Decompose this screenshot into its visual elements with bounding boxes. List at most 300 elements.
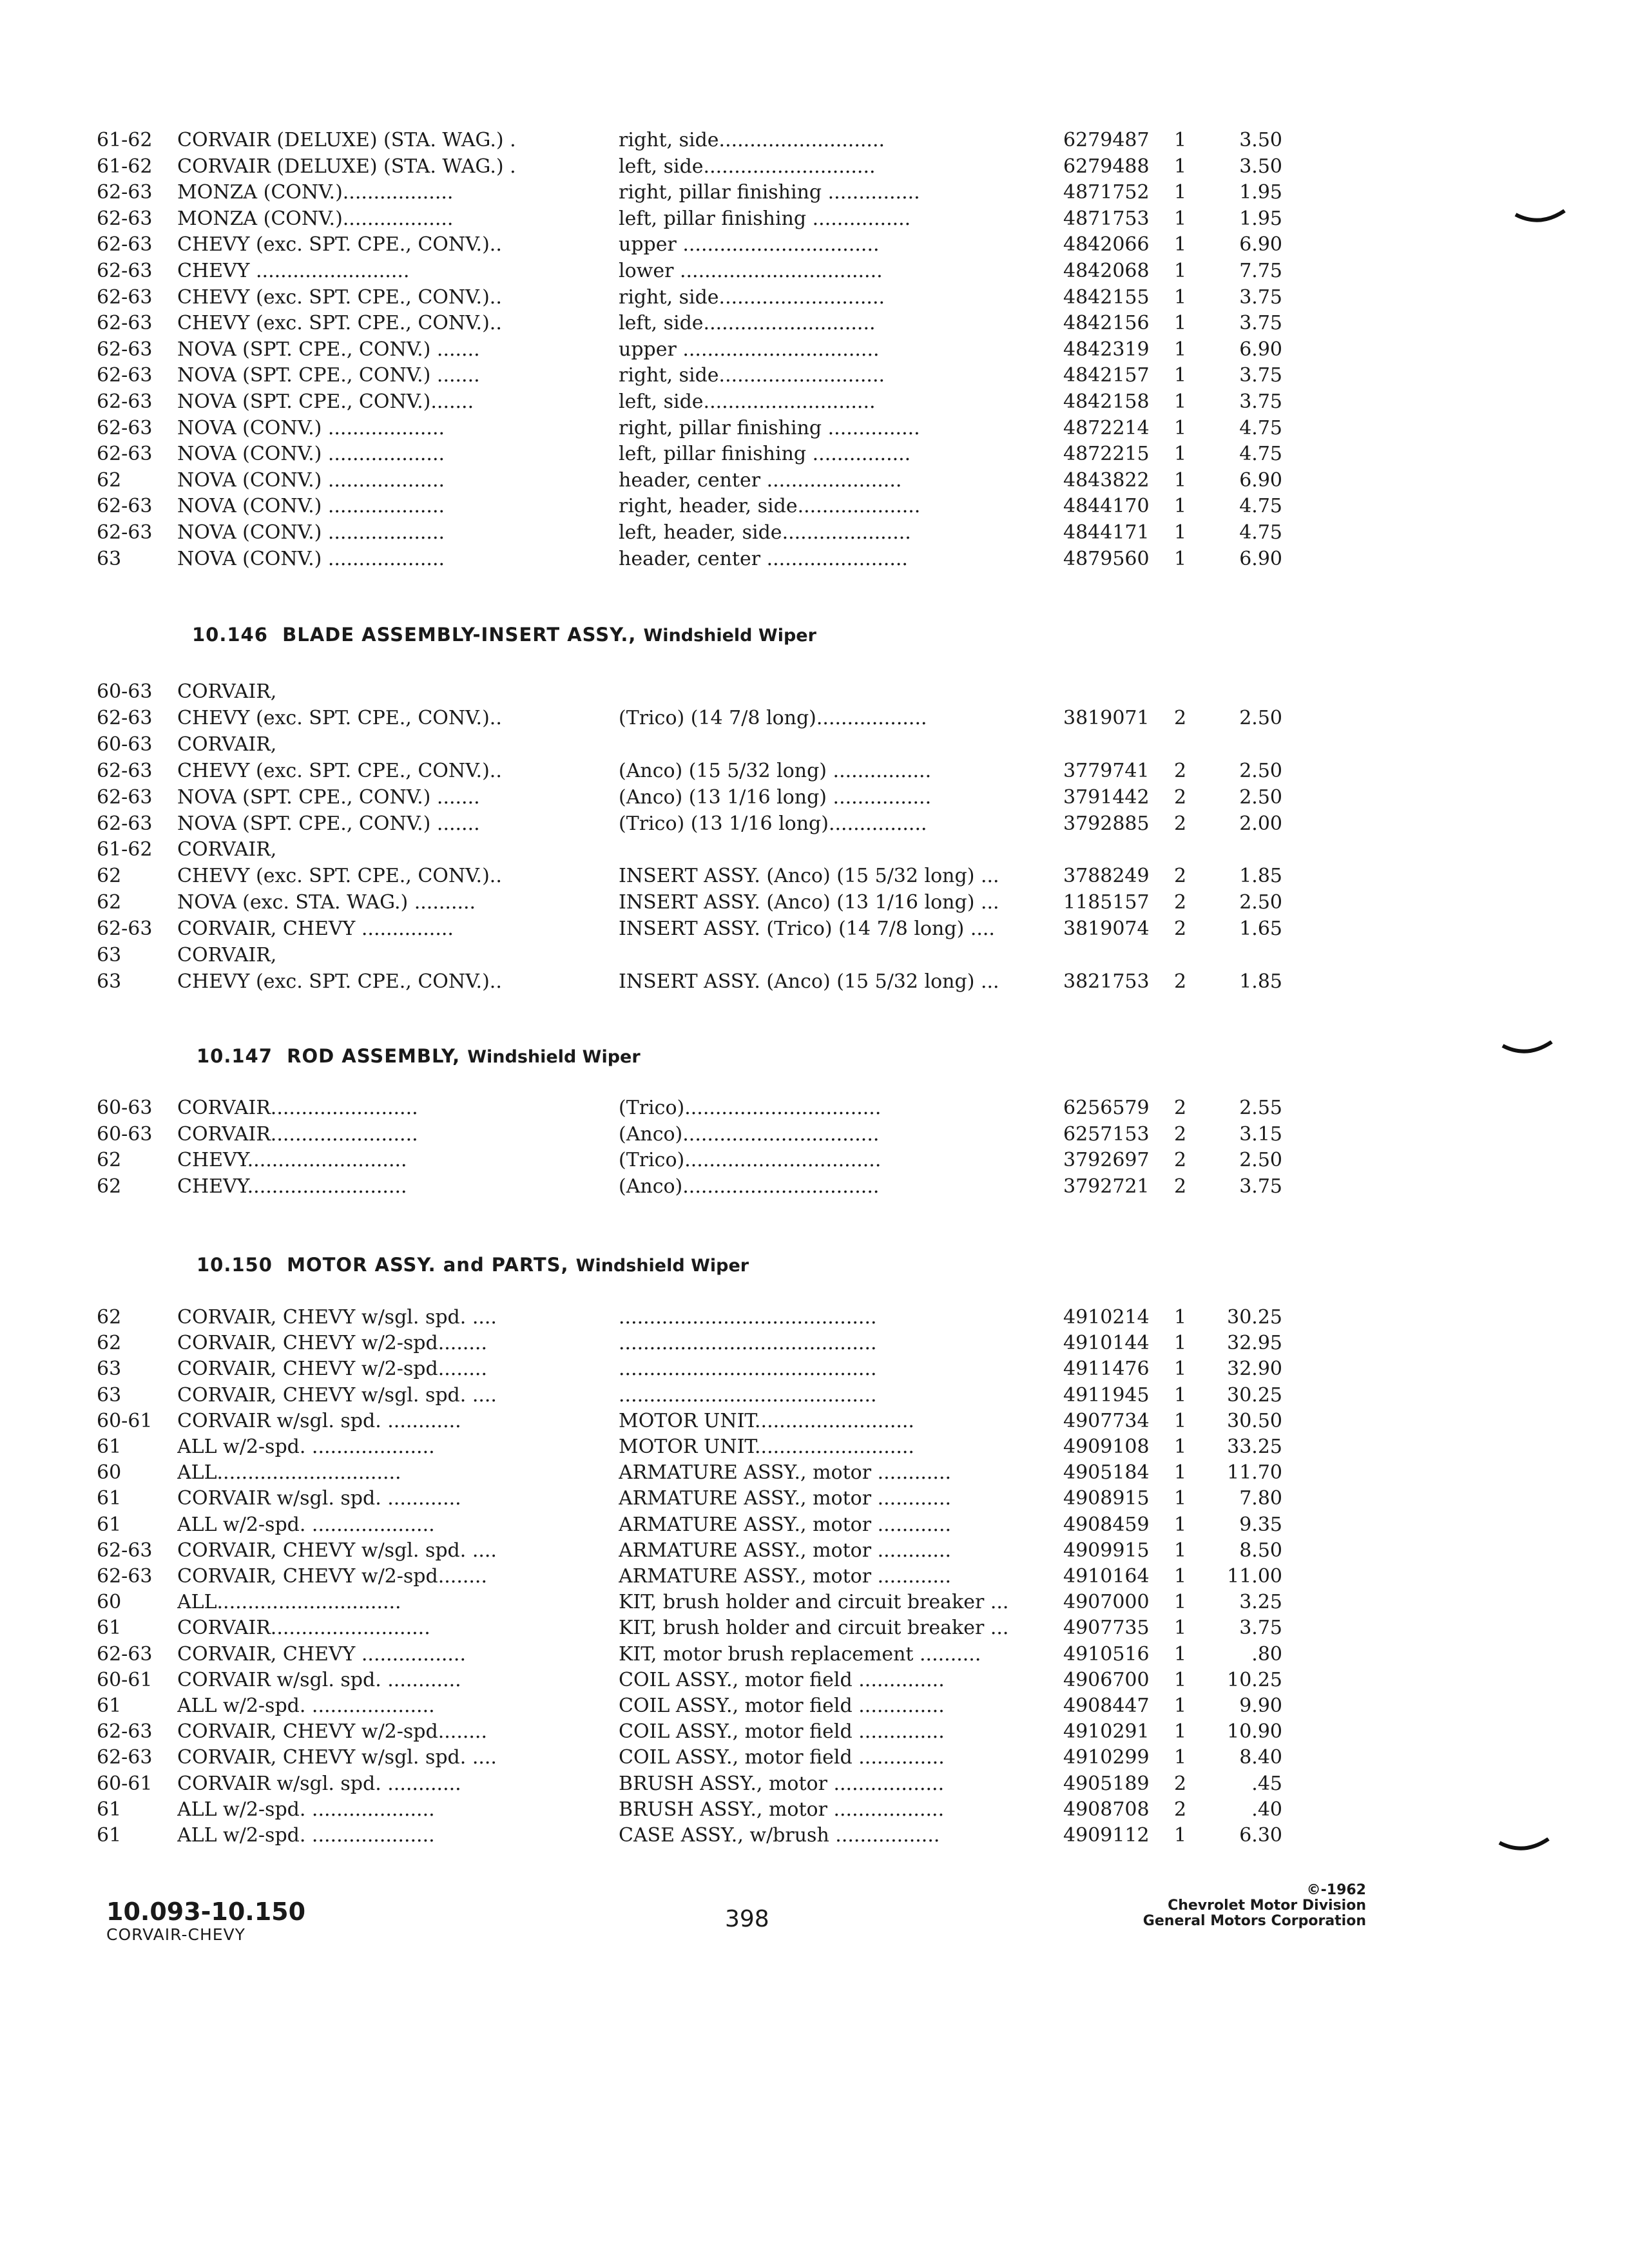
quantity: 1 — [1174, 1617, 1187, 1640]
section-title: ROD ASSEMBLY, — [287, 1045, 461, 1067]
model-name: CORVAIR w/sgl. spd. ............ — [177, 1668, 461, 1691]
table-row — [0, 1667, 1629, 1693]
model-years: 62-63 — [97, 495, 153, 518]
model-name: NOVA (SPT. CPE., CONV.) ....... — [177, 364, 480, 387]
model-name: NOVA (SPT. CPE., CONV.) ....... — [177, 812, 480, 835]
quantity: 2 — [1174, 812, 1187, 835]
part-number: 4909915 — [1063, 1539, 1150, 1562]
price-value: 1.95 — [1239, 207, 1282, 230]
model-years: 61 — [97, 1513, 122, 1536]
part-number: 4843822 — [1063, 468, 1150, 492]
part-number: 6279487 — [1063, 129, 1150, 151]
model-years: 60-63 — [97, 680, 153, 703]
quantity: 1 — [1174, 1383, 1187, 1407]
part-number: 4842156 — [1063, 312, 1150, 335]
quantity: 1 — [1174, 443, 1187, 466]
model-years: 62-63 — [97, 785, 153, 809]
part-number: 4909112 — [1063, 1824, 1150, 1847]
quantity: 1 — [1174, 260, 1187, 282]
price-value: 32.90 — [1227, 1358, 1282, 1381]
model-name: CORVAIR, CHEVY ................. — [177, 1642, 467, 1666]
model-years: 62-63 — [97, 285, 153, 309]
table-row — [0, 1408, 1629, 1434]
model-years: 60-63 — [97, 1122, 153, 1146]
part-description: lower ................................. — [619, 260, 883, 282]
model-name: ALL w/2-spd. .................... — [177, 1513, 435, 1536]
model-name: CORVAIR.......................... — [177, 1617, 430, 1640]
model-years: 62 — [97, 1175, 122, 1198]
part-number: 4910299 — [1063, 1746, 1150, 1769]
model-years: 62-63 — [97, 812, 153, 835]
model-name: CHEVY (exc. SPT. CPE., CONV.).. — [177, 706, 502, 729]
part-number: 3819074 — [1063, 918, 1150, 941]
quantity: 2 — [1174, 865, 1187, 888]
table-row — [0, 837, 1629, 863]
table-row — [0, 1460, 1629, 1486]
part-number: 1185157 — [1063, 891, 1150, 914]
model-years: 61 — [97, 1824, 122, 1847]
part-number: 4844171 — [1063, 521, 1150, 544]
model-name: NOVA (SPT. CPE., CONV.) ....... — [177, 785, 480, 809]
quantity: 1 — [1174, 495, 1187, 518]
quantity: 1 — [1174, 1720, 1187, 1744]
table-row — [0, 1434, 1629, 1460]
part-number: 4905184 — [1063, 1461, 1150, 1485]
quantity: 2 — [1174, 1122, 1187, 1146]
model-name: CHEVY (exc. SPT. CPE., CONV.).. — [177, 233, 502, 256]
model-name: CORVAIR........................ — [177, 1122, 418, 1146]
table-row — [0, 546, 1629, 572]
quantity: 2 — [1174, 785, 1187, 809]
table-row — [0, 679, 1629, 705]
model-name: MONZA (CONV.).................. — [177, 181, 454, 204]
model-years: 62-63 — [97, 706, 153, 729]
part-description: header, center ....................... — [619, 547, 908, 570]
price-value: 10.90 — [1227, 1720, 1282, 1744]
model-years: 61 — [97, 1487, 122, 1510]
quantity: 1 — [1174, 1306, 1187, 1329]
table-row — [0, 811, 1629, 837]
price-value: 6.90 — [1239, 233, 1282, 256]
model-years: 60-61 — [97, 1772, 153, 1795]
quantity: 1 — [1174, 312, 1187, 335]
quantity: 1 — [1174, 416, 1187, 439]
part-description: right, pillar finishing ............... — [619, 181, 920, 204]
price-value: 10.25 — [1227, 1668, 1282, 1691]
part-number: 4906700 — [1063, 1668, 1150, 1691]
part-description: (Trico) (14 7/8 long).................. — [619, 706, 927, 729]
model-years: 61-62 — [97, 838, 153, 861]
part-description: right, side........................... — [619, 129, 885, 151]
table-row — [0, 1512, 1629, 1538]
price-value: 3.50 — [1239, 155, 1282, 178]
quantity: 1 — [1174, 207, 1187, 230]
price-value: 3.50 — [1239, 129, 1282, 151]
model-years: 62-63 — [97, 390, 153, 413]
part-description: COIL ASSY., motor field .............. — [619, 1668, 945, 1691]
quantity: 2 — [1174, 918, 1187, 941]
model-name: ALL w/2-spd. .................... — [177, 1824, 435, 1847]
part-number: 4908459 — [1063, 1513, 1150, 1536]
price-value: 4.75 — [1239, 443, 1282, 466]
table-row — [0, 1538, 1629, 1564]
copyright: ©-1962 — [1306, 1882, 1366, 1898]
model-name: NOVA (CONV.) ................... — [177, 443, 445, 466]
quantity: 1 — [1174, 1487, 1187, 1510]
model-years: 62-63 — [97, 918, 153, 941]
price-value: 32.95 — [1227, 1332, 1282, 1355]
section-title: MOTOR ASSY. and PARTS, — [287, 1254, 569, 1276]
price-value: 9.35 — [1239, 1513, 1282, 1536]
price-value: 11.70 — [1227, 1461, 1282, 1485]
part-description: ARMATURE ASSY., motor ............ — [619, 1565, 952, 1588]
section-number: 10.147 — [197, 1045, 273, 1067]
part-number: 3779741 — [1063, 759, 1150, 782]
price-value: 30.25 — [1227, 1306, 1282, 1329]
part-description: KIT, brush holder and circuit breaker ... — [619, 1617, 1009, 1640]
table-row — [0, 969, 1629, 995]
model-years: 62 — [97, 1306, 122, 1329]
model-name: ALL w/2-spd. .................... — [177, 1798, 435, 1821]
part-number: 4871753 — [1063, 207, 1150, 230]
part-description: MOTOR UNIT.......................... — [619, 1409, 914, 1432]
quantity: 2 — [1174, 759, 1187, 782]
table-row — [0, 1122, 1629, 1148]
part-number: 4910291 — [1063, 1720, 1150, 1744]
model-years: 62-63 — [97, 1642, 153, 1666]
table-row — [0, 785, 1629, 811]
price-value: 3.25 — [1239, 1591, 1282, 1614]
model-years: 61-62 — [97, 129, 153, 151]
part-number: 4910516 — [1063, 1642, 1150, 1666]
binder-hole-mark — [1498, 1838, 1550, 1857]
model-years: 62 — [97, 1332, 122, 1355]
table-row — [0, 1095, 1629, 1121]
section-heading-10-146 — [192, 624, 816, 646]
price-value: 3.75 — [1239, 285, 1282, 309]
part-number: 4872215 — [1063, 443, 1150, 466]
part-description: (Trico) (13 1/16 long)................ — [619, 812, 927, 835]
price-value: 8.40 — [1239, 1746, 1282, 1769]
model-name: NOVA (SPT. CPE., CONV.) ....... — [177, 338, 480, 361]
part-description: (Trico)................................ — [619, 1097, 882, 1119]
model-years: 61 — [97, 1695, 122, 1717]
model-name: CORVAIR, CHEVY w/2-spd........ — [177, 1720, 487, 1744]
part-number: 4905189 — [1063, 1772, 1150, 1795]
price-value: 3.75 — [1239, 312, 1282, 335]
footer-section-range: 10.093-10.150 — [106, 1898, 306, 1926]
model-name: MONZA (CONV.).................. — [177, 207, 454, 230]
part-description: header, center ...................... — [619, 468, 902, 492]
table-row — [0, 943, 1629, 968]
table-row — [0, 1305, 1629, 1331]
table-row — [0, 1590, 1629, 1615]
part-description: ARMATURE ASSY., motor ............ — [619, 1487, 952, 1510]
model-name: CHEVY (exc. SPT. CPE., CONV.).. — [177, 759, 502, 782]
table-row — [0, 1383, 1629, 1408]
part-description: COIL ASSY., motor field .............. — [619, 1746, 945, 1769]
price-value: 11.00 — [1227, 1565, 1282, 1588]
table-row — [0, 180, 1629, 206]
part-number: 4910144 — [1063, 1332, 1150, 1355]
table-row — [0, 758, 1629, 784]
quantity: 1 — [1174, 547, 1187, 570]
model-years: 62-63 — [97, 207, 153, 230]
table-row — [0, 494, 1629, 519]
part-description: right, header, side.................... — [619, 495, 921, 518]
quantity: 1 — [1174, 1642, 1187, 1666]
part-description: left, side............................ — [619, 155, 876, 178]
quantity: 1 — [1174, 1513, 1187, 1536]
quantity: 1 — [1174, 1332, 1187, 1355]
quantity: 1 — [1174, 1746, 1187, 1769]
table-row — [0, 1797, 1629, 1823]
table-row — [0, 468, 1629, 494]
part-description: right, side........................... — [619, 285, 885, 309]
price-value: 3.75 — [1239, 1617, 1282, 1640]
model-name: NOVA (exc. STA. WAG.) .......... — [177, 891, 476, 914]
table-row — [0, 206, 1629, 232]
footer-publisher — [1141, 1883, 1366, 1929]
model-name: CORVAIR, CHEVY w/sgl. spd. .... — [177, 1539, 497, 1562]
quantity: 1 — [1174, 468, 1187, 492]
table-row — [0, 154, 1629, 180]
part-number: 4908915 — [1063, 1487, 1150, 1510]
table-row — [0, 520, 1629, 546]
part-description: ARMATURE ASSY., motor ............ — [619, 1539, 952, 1562]
price-value: .80 — [1251, 1642, 1282, 1666]
quantity: 1 — [1174, 338, 1187, 361]
model-name: CORVAIR, CHEVY ............... — [177, 918, 454, 941]
table-row — [0, 890, 1629, 916]
model-name: CORVAIR, CHEVY w/sgl. spd. .... — [177, 1383, 497, 1407]
model-name: NOVA (SPT. CPE., CONV.)....... — [177, 390, 474, 413]
model-name: ALL.............................. — [177, 1461, 401, 1485]
table-row — [0, 1615, 1629, 1641]
quantity: 2 — [1174, 970, 1187, 993]
table-row — [0, 232, 1629, 258]
model-years: 60-61 — [97, 1668, 153, 1691]
model-name: CHEVY.......................... — [177, 1149, 407, 1172]
table-row — [0, 1719, 1629, 1745]
quantity: 1 — [1174, 1409, 1187, 1432]
part-description: CASE ASSY., w/brush ................. — [619, 1824, 940, 1847]
part-number: 4872214 — [1063, 416, 1150, 439]
table-row — [0, 1174, 1629, 1200]
part-description: INSERT ASSY. (Anco) (13 1/16 long) ... — [619, 891, 999, 914]
model-years: 63 — [97, 547, 122, 570]
price-value: 4.75 — [1239, 521, 1282, 544]
price-value: 2.55 — [1239, 1097, 1282, 1119]
part-description: (Anco) (13 1/16 long) ................ — [619, 785, 932, 809]
price-value: 7.75 — [1239, 260, 1282, 282]
table-row — [0, 1771, 1629, 1797]
model-years: 60-63 — [97, 1097, 153, 1119]
quantity: 2 — [1174, 891, 1187, 914]
part-number: 4908708 — [1063, 1798, 1150, 1821]
part-number: 3791442 — [1063, 785, 1150, 809]
part-description: left, side............................ — [619, 312, 876, 335]
table-row — [0, 916, 1629, 942]
quantity: 1 — [1174, 285, 1187, 309]
table-row — [0, 1331, 1629, 1356]
quantity: 1 — [1174, 181, 1187, 204]
model-name: ALL w/2-spd. .................... — [177, 1436, 435, 1458]
part-number: 4842068 — [1063, 260, 1150, 282]
price-value: 3.15 — [1239, 1122, 1282, 1146]
model-name: ALL.............................. — [177, 1591, 401, 1614]
part-number: 4842157 — [1063, 364, 1150, 387]
quantity: 2 — [1174, 706, 1187, 729]
part-description: INSERT ASSY. (Anco) (15 5/32 long) ... — [619, 970, 999, 993]
part-number: 4911476 — [1063, 1358, 1150, 1381]
model-name: ALL w/2-spd. .................... — [177, 1695, 435, 1717]
model-name: CHEVY ......................... — [177, 260, 410, 282]
section-heading-10-150 — [197, 1254, 749, 1276]
model-years: 62-63 — [97, 181, 153, 204]
model-name: CORVAIR, CHEVY w/2-spd........ — [177, 1358, 487, 1381]
table-row — [0, 1745, 1629, 1771]
price-value: 1.85 — [1239, 970, 1282, 993]
part-number: 4842319 — [1063, 338, 1150, 361]
table-row — [0, 1642, 1629, 1667]
model-name: CHEVY (exc. SPT. CPE., CONV.).. — [177, 865, 502, 888]
price-value: 3.75 — [1239, 390, 1282, 413]
part-description: right, side........................... — [619, 364, 885, 387]
model-name: NOVA (CONV.) ................... — [177, 416, 445, 439]
quantity: 1 — [1174, 1358, 1187, 1381]
price-value: 6.30 — [1239, 1824, 1282, 1847]
table-row — [0, 258, 1629, 284]
price-value: 30.50 — [1227, 1409, 1282, 1432]
part-description: (Anco)................................ — [619, 1175, 880, 1198]
part-description: COIL ASSY., motor field .............. — [619, 1720, 945, 1744]
table-row — [0, 285, 1629, 311]
part-number: 4907735 — [1063, 1617, 1150, 1640]
part-description: MOTOR UNIT.......................... — [619, 1436, 914, 1458]
part-description: BRUSH ASSY., motor .................. — [619, 1772, 945, 1795]
part-description: right, pillar finishing ............... — [619, 416, 920, 439]
part-description: upper ................................ — [619, 338, 880, 361]
price-value: 1.95 — [1239, 181, 1282, 204]
part-number: 4871752 — [1063, 181, 1150, 204]
table-row — [0, 1148, 1629, 1173]
part-number: 3792885 — [1063, 812, 1150, 835]
model-years: 62 — [97, 468, 122, 492]
table-row — [0, 732, 1629, 758]
price-value: 4.75 — [1239, 416, 1282, 439]
table-row — [0, 311, 1629, 336]
table-row — [0, 128, 1629, 153]
table-row — [0, 337, 1629, 363]
part-description: (Trico)................................ — [619, 1149, 882, 1172]
model-years: 63 — [97, 1383, 122, 1407]
part-description: KIT, motor brush replacement .......... — [619, 1642, 981, 1666]
price-value: 1.85 — [1239, 865, 1282, 888]
model-name: CORVAIR........................ — [177, 1097, 418, 1119]
part-number: 4842155 — [1063, 285, 1150, 309]
table-row — [0, 389, 1629, 415]
section-number: 10.150 — [197, 1254, 273, 1276]
part-number: 3821753 — [1063, 970, 1150, 993]
part-description: left, header, side..................... — [619, 521, 911, 544]
part-description: left, pillar finishing ................ — [619, 443, 911, 466]
model-name: CORVAIR w/sgl. spd. ............ — [177, 1409, 461, 1432]
model-name: CORVAIR, CHEVY w/2-spd........ — [177, 1565, 487, 1588]
model-years: 62-63 — [97, 364, 153, 387]
quantity: 1 — [1174, 155, 1187, 178]
model-name: CORVAIR, CHEVY w/2-spd........ — [177, 1332, 487, 1355]
model-years: 62-63 — [97, 1746, 153, 1769]
part-number: 4910214 — [1063, 1306, 1150, 1329]
quantity: 1 — [1174, 1668, 1187, 1691]
model-years: 61 — [97, 1617, 122, 1640]
model-name: CORVAIR w/sgl. spd. ............ — [177, 1772, 461, 1795]
part-number: 3788249 — [1063, 865, 1150, 888]
part-number: 3819071 — [1063, 706, 1150, 729]
part-description: .......................................... — [619, 1358, 877, 1381]
binder-hole-mark — [1514, 209, 1566, 229]
section-title: BLADE ASSEMBLY-INSERT ASSY., — [282, 624, 637, 646]
model-years: 62-63 — [97, 1720, 153, 1744]
price-value: 6.90 — [1239, 547, 1282, 570]
part-description: (Anco) (15 5/32 long) ................ — [619, 759, 932, 782]
model-name: NOVA (CONV.) ................... — [177, 495, 445, 518]
model-name: CORVAIR (DELUXE) (STA. WAG.) . — [177, 129, 516, 151]
price-value: .45 — [1251, 1772, 1282, 1795]
part-description: ARMATURE ASSY., motor ............ — [619, 1461, 952, 1485]
quantity: 1 — [1174, 1461, 1187, 1485]
table-row — [0, 1823, 1629, 1849]
price-value: 1.65 — [1239, 918, 1282, 941]
price-value: 2.50 — [1239, 706, 1282, 729]
quantity: 2 — [1174, 1798, 1187, 1821]
price-value: .40 — [1251, 1798, 1282, 1821]
part-number: 4910164 — [1063, 1565, 1150, 1588]
model-name: NOVA (CONV.) ................... — [177, 521, 445, 544]
part-description: .......................................... — [619, 1332, 877, 1355]
corporation: General Motors Corporation — [1142, 1913, 1366, 1929]
part-description: .......................................... — [619, 1306, 877, 1329]
model-name: CORVAIR (DELUXE) (STA. WAG.) . — [177, 155, 516, 178]
part-number: 4842158 — [1063, 390, 1150, 413]
model-years: 60 — [97, 1461, 122, 1485]
price-value: 2.50 — [1239, 759, 1282, 782]
model-name: CORVAIR, CHEVY w/sgl. spd. .... — [177, 1306, 497, 1329]
quantity: 1 — [1174, 1695, 1187, 1717]
part-description: COIL ASSY., motor field .............. — [619, 1695, 945, 1717]
table-row — [0, 1486, 1629, 1512]
part-description: upper ................................ — [619, 233, 880, 256]
price-value: 2.50 — [1239, 785, 1282, 809]
model-years: 62 — [97, 1149, 122, 1172]
model-years: 62-63 — [97, 443, 153, 466]
model-years: 61 — [97, 1436, 122, 1458]
price-value: 2.50 — [1239, 891, 1282, 914]
model-name: CORVAIR w/sgl. spd. ............ — [177, 1487, 461, 1510]
part-number: 6256579 — [1063, 1097, 1150, 1119]
model-name: CHEVY (exc. SPT. CPE., CONV.).. — [177, 312, 502, 335]
part-description: INSERT ASSY. (Anco) (15 5/32 long) ... — [619, 865, 999, 888]
part-number: 4879560 — [1063, 547, 1150, 570]
model-years: 62-63 — [97, 312, 153, 335]
section-heading-10-147 — [197, 1045, 641, 1067]
quantity: 1 — [1174, 1436, 1187, 1458]
model-years: 62-63 — [97, 233, 153, 256]
section-subtitle: Windshield Wiper — [575, 1256, 749, 1276]
part-number: 6279488 — [1063, 155, 1150, 178]
section-subtitle: Windshield Wiper — [643, 626, 816, 646]
